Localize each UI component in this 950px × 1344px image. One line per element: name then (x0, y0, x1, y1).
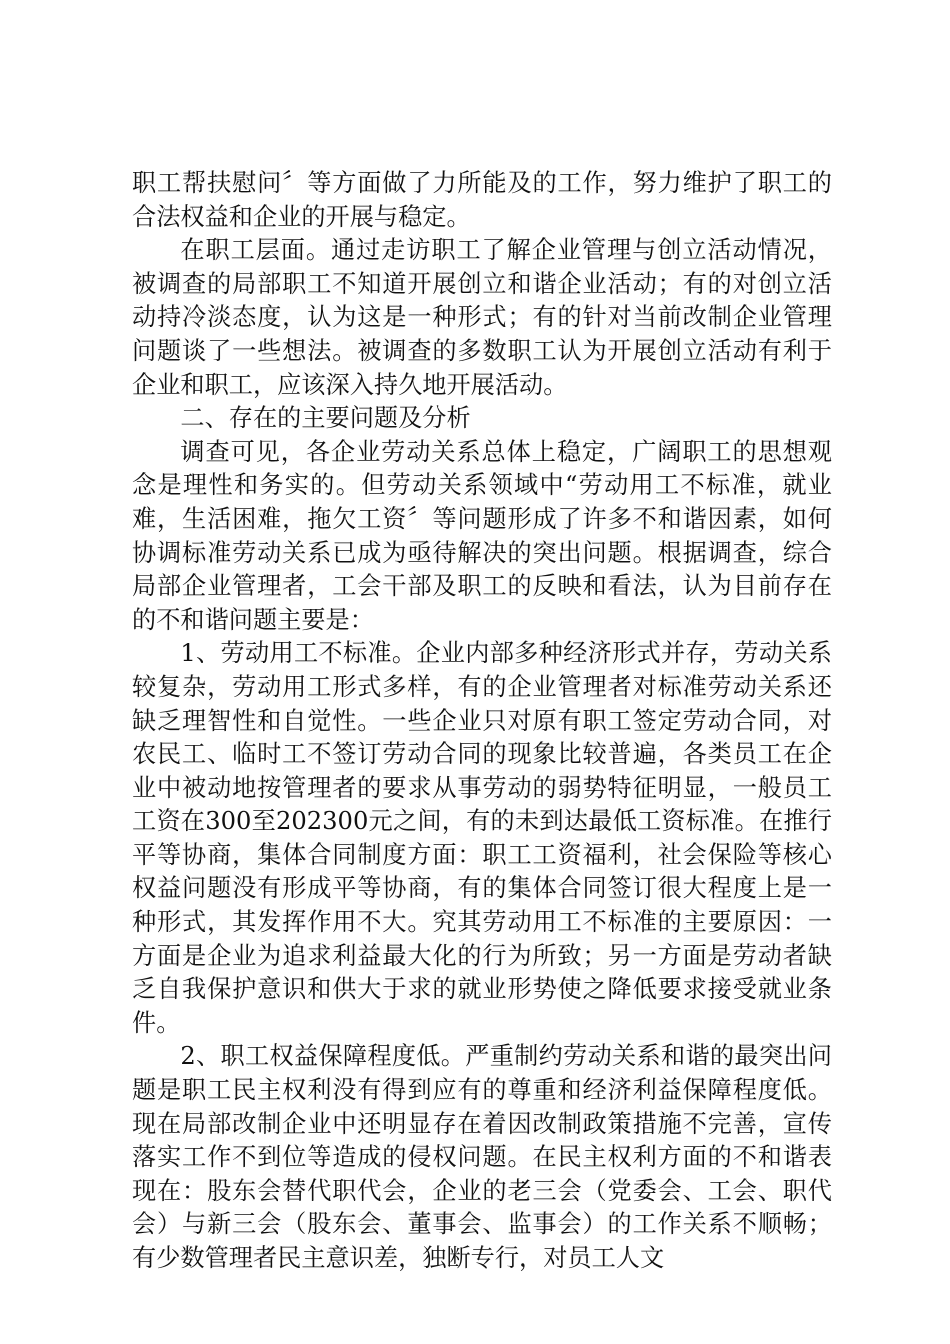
section-heading: 二、存在的主要问题及分析 (180, 404, 471, 433)
paragraph-3: 调查可见，各企业劳动关系总体上稳定，广阔职工的思想观念是理性和务实的。但劳动关系领域中“劳动用工不标准，就业难，生活困难，拖欠工资〞等问题形成了许多不和谐因素，如何协调标准劳动关系已成为亟待解决的突出问题。根据调查，综合局部企业管理者，工会干部及职工的反映和看法，认为目前存在的不和谐问题主要是： (132, 437, 832, 634)
paragraph-2: 在职工层面。通过走访职工了解企业管理与创立活动情况，被调查的局部职工不知道开展创立和谐企业活动；有的对创立活动持冷淡态度，认为这是一种形式；有的针对当前改制企业管理问题谈了一些想法。被调查的多数职工认为开展创立活动有利于企业和职工，应该深入持久地开展活动。 (132, 236, 832, 399)
paragraph-5: 2、职工权益保障程度低。严重制约劳动关系和谐的最突出问题是职工民主权利没有得到应有的尊重和经济利益保障程度低。现在局部改制企业中还明显存在着因改制政策措施不完善，宣传落实工作不到位等造成的侵权问题。在民主权利方面的不和谐表现在：股东会替代职代会，企业的老三会（党委会、工会、职代会）与新三会（股东会、董事会、监事会）的工作关系不顺畅；有少数管理者民主意识差，独断专行，对员工人文 (132, 1042, 832, 1272)
paragraph-1: 职工帮扶慰问〞等方面做了力所能及的工作，努力维护了职工的合法权益和企业的开展与稳定。 (132, 169, 832, 231)
paragraph-4: 1、劳动用工不标准。企业内部多种经济形式并存，劳动关系较复杂，劳动用工形式多样，有的企业管理者对标准劳动关系还缺乏理智性和自觉性。一些企业只对原有职工签定劳动合同，对农民工、临时工不签订劳动合同的现象比较普遍，各类员工在企业中被动地按管理者的要求从事劳动的弱势特征明显，一般员工工资在300至202300元之间，有的未到达最低工资标准。在推行平等协商，集体合同制度方面：职工工资福利，社会保险等核心权益问题没有形成平等协商，有的集体合同签订很大程度上是一种形式，其发挥作用不大。究其劳动用工不标准的主要原因：一方面是企业为追求利益最大化的行为所致；另一方面是劳动者缺乏自我保护意识和供大于求的就业形势使之降低要求接受就业条件。 (132, 639, 832, 1037)
document-page (132, 167, 832, 1276)
